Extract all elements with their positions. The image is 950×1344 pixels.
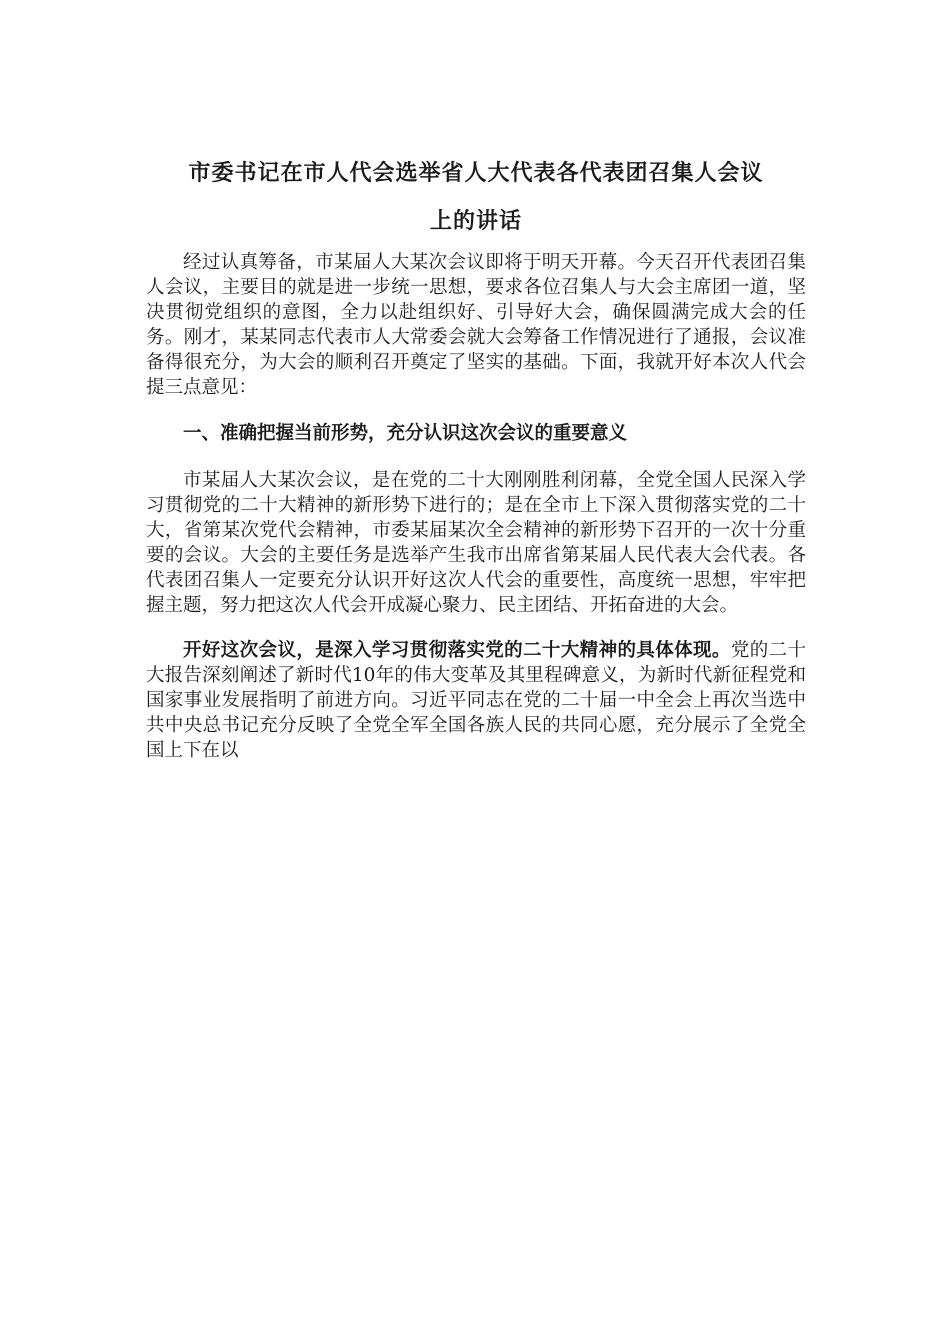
paragraph-section1-point xyxy=(146,638,806,763)
section-heading-1: 一、准确把握当前形势，充分认识这次会议的重要意义 xyxy=(183,423,628,444)
document-page xyxy=(146,150,806,763)
paragraph-body-text: 党的二十大报告深刻阐述了新时代10年的伟大变革及其里程碑意义，为新时代新征程党和国家事业发展指明了前进方向。习近平同志在党的二十届一中全会上再次当选中共中央总书记充分反映了全党全军全国各族人民的共同心愿，充分展示了全党全国上下在以 xyxy=(146,640,806,761)
document-title-line1: 市委书记在市人代会选举省人大代表各代表团召集人会议 xyxy=(188,161,764,186)
document-title-line2: 上的讲话 xyxy=(429,209,522,234)
paragraph-section1-body: 市某届人大某次会议，是在党的二十大刚刚胜利闭幕，全党全国人民深入学习贯彻党的二十大精神的新形势下进行的；是在全市上下深入贯彻落实党的二十大，省第某次党代会精神，市委某届某次全会精神的新形势下召开的一次十分重要的会议。大会的主要任务是选举产生我市出席省第某届人民代表大会代表。各代表团召集人一定要充分认识开好这次人代会的重要性，高度统一思想，牢牢把握主题，努力把这次人代会开成凝心聚力、民主团结、开拓奋进的大会。 xyxy=(146,470,806,616)
paragraph-intro: 经过认真筹备，市某届人大某次会议即将于明天开幕。今天召开代表团召集人会议，主要目的就是进一步统一思想，要求各位召集人与大会主席团一道，坚决贯彻党组织的意图，全力以赴组织好、引导好大会，确保圆满完成大会的任务。刚才，某某同志代表市人大常委会就大会筹备工作情况进行了通报，会议准备得很充分，为大会的顺利召开奠定了坚实的基础。下面，我就开好本次人代会提三点意见： xyxy=(146,252,806,398)
paragraph-lead-bold: 开好这次会议，是深入学习贯彻落实党的二十大精神的具体体现。 xyxy=(183,640,731,661)
